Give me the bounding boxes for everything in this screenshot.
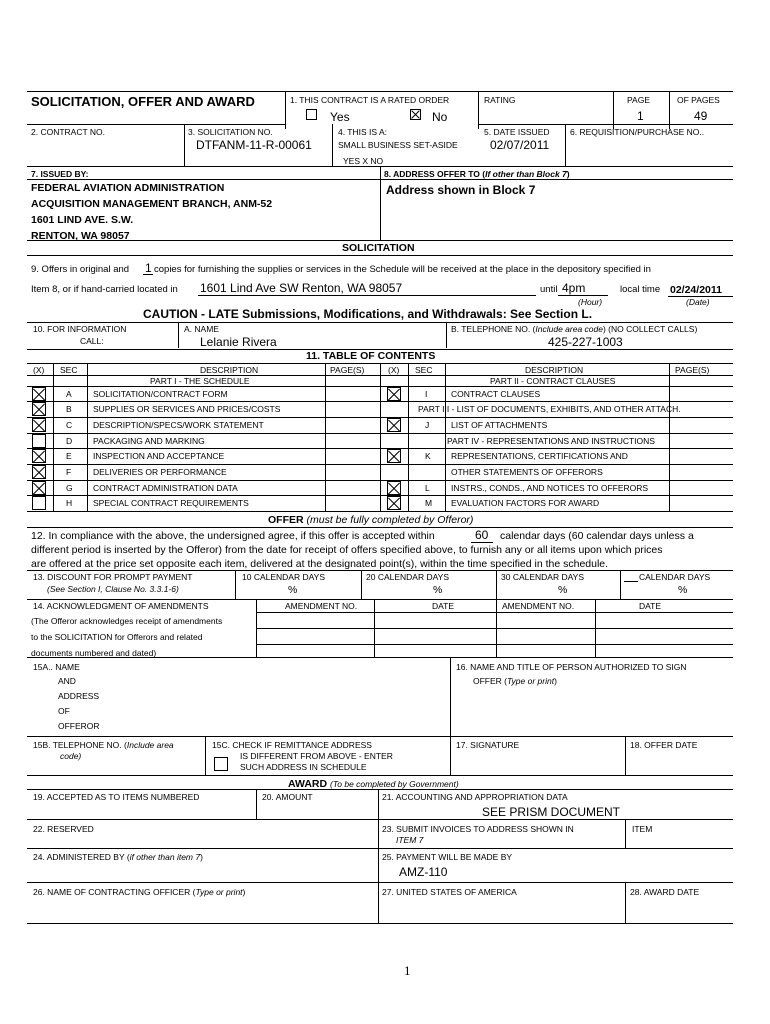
offers-text-a: 9. Offers in original and [31, 264, 130, 275]
united-states-label: 27. UNITED STATES OF AMERICA [382, 887, 517, 897]
telephone-label: B. TELEPHONE NO. (Include area code) (NO COLLECT CALLS) [451, 324, 698, 334]
discount-30-pct: % [558, 584, 568, 596]
toc-sec-m: M [425, 498, 433, 508]
date-caption: (Date) [686, 297, 710, 307]
toc-desc-header-right: DESCRIPTION [525, 365, 584, 375]
offer-text-line-2: different period is inserted by the Offeror) from the date for receipt of offers specified above, to furnish any or all items upon which prices [31, 544, 663, 556]
for-information-label: 10. FOR INFORMATION [33, 324, 127, 334]
issued-by-label: 7. ISSUED BY: [31, 169, 89, 179]
amount-label: 20. AMOUNT [262, 792, 313, 802]
toc-part-3: PART III - LIST OF DOCUMENTS, EXHIBITS, AND OTHER ATTACH. [418, 404, 681, 414]
remittance-checkbox[interactable] [214, 757, 228, 771]
ack-amendments-label: 14. ACKNOWLEDGMENT OF AMENDMENTS [33, 601, 209, 611]
toc-sec-b: B [66, 404, 72, 414]
toc-desc-d: PACKAGING AND MARKING [93, 436, 205, 446]
accounting-value: SEE PRISM DOCUMENT [482, 805, 621, 819]
discount-20-days: 20 CALENDAR DAYS [366, 572, 449, 582]
issuer-line-3: 1601 LIND AVE. S.W. [31, 214, 134, 226]
date-issued-label: 5. DATE ISSUED [484, 127, 550, 137]
offer-date-label: 18. OFFER DATE [630, 740, 698, 750]
solicitation-heading: SOLICITATION [342, 242, 415, 254]
toc-sec-l: L [425, 483, 430, 493]
toc-desc-k-2: OTHER STATEMENTS OF OFFERORS [451, 467, 603, 477]
rated-yes-label: Yes [330, 110, 350, 124]
toc-checkbox-m[interactable] [387, 496, 401, 510]
solicitation-no-label: 3. SOLICITATION NO. [188, 127, 273, 137]
offer-heading: OFFER (must be fully completed by Offeror) [268, 514, 474, 526]
toc-sec-j: J [425, 420, 430, 430]
payment-by-label: 25. PAYMENT WILL BE MADE BY [382, 852, 513, 862]
toc-desc-h: SPECIAL CONTRACT REQUIREMENTS [93, 498, 249, 508]
amendment-date-header-2: DATE [639, 601, 662, 611]
discount-30-days: 30 CALENDAR DAYS [501, 572, 584, 582]
address-offer-value: Address shown in Block 7 [386, 183, 536, 197]
toc-desc-c: DESCRIPTION/SPECS/WORK STATEMENT [93, 420, 264, 430]
toc-sec-c: C [66, 420, 73, 430]
toc-checkbox-l[interactable] [387, 481, 401, 495]
requisition-no-label: 6. REQUISITION/PURCHASE NO.. [570, 127, 705, 137]
amendment-date-header-1: DATE [432, 601, 455, 611]
contact-name-value: Lelanie Rivera [200, 335, 277, 349]
toc-sec-h: H [66, 498, 73, 508]
toc-sec-d: D [66, 436, 73, 446]
toc-checkbox-a[interactable] [32, 387, 46, 401]
toc-checkbox-c[interactable] [32, 418, 46, 432]
submit-invoices-label: 23. SUBMIT INVOICES TO ADDRESS SHOWN IN [382, 824, 574, 834]
rated-yes-checkbox[interactable] [306, 109, 317, 120]
copies-value: 1 [145, 261, 152, 275]
toc-checkbox-j[interactable] [387, 418, 401, 432]
offers-text-b: copies for furnishing the supplies or services in the Schedule will be received at the place in the depository specified in [154, 264, 651, 275]
local-time-label: local time [620, 284, 661, 295]
amendment-no-header-2: AMENDMENT NO. [502, 601, 575, 611]
toc-part-1: PART I - THE SCHEDULE [150, 376, 250, 386]
offer-text-b: calendar days (60 calendar days unless a [500, 530, 694, 542]
ack-amendments-line-4: documents numbered and dated) [31, 648, 157, 658]
discount-other-days: CALENDAR DAYS [639, 572, 711, 582]
form-title: SOLICITATION, OFFER AND AWARD [31, 94, 255, 109]
toc-part-2: PART II - CONTRACT CLAUSES [490, 376, 616, 386]
due-hour: 4pm [562, 281, 586, 295]
page-value: 1 [637, 109, 644, 123]
toc-desc-e: INSPECTION AND ACCEPTANCE [93, 451, 225, 461]
toc-checkbox-d[interactable] [32, 434, 46, 448]
toc-heading: 11. TABLE OF CONTENTS [306, 350, 436, 362]
offeror-phone-label-2: code) [60, 751, 82, 761]
rated-order-label: 1. THIS CONTRACT IS A RATED ORDER [290, 95, 450, 105]
offeror-label-address: ADDRESS [58, 691, 100, 701]
hand-carry-location: 1601 Lind Ave SW Renton, WA 98057 [200, 281, 403, 295]
accepted-items-label: 19. ACCEPTED AS TO ITEMS NUMBERED [33, 792, 200, 802]
submit-invoices-label-2: ITEM 7 [396, 835, 424, 845]
toc-desc-b: SUPPLIES OR SERVICES AND PRICES/COSTS [93, 404, 281, 414]
until-label: until [540, 284, 558, 295]
item-label: ITEM [632, 824, 653, 834]
remittance-label-3: SUCH ADDRESS IN SCHEDULE [240, 762, 367, 772]
ack-amendments-line-3: to the SOLICITATION for Offerors and related [31, 632, 203, 642]
toc-checkbox-k[interactable] [387, 449, 401, 463]
payment-by-value: AMZ-110 [399, 865, 448, 879]
toc-sec-e: E [66, 451, 72, 461]
offeror-label-of: OF [58, 706, 70, 716]
solicitation-no-value: DTFANM-11-R-00061 [196, 138, 312, 152]
toc-desc-header-left: DESCRIPTION [200, 365, 259, 375]
reserved-label: 22. RESERVED [33, 824, 94, 834]
toc-checkbox-h[interactable] [32, 496, 46, 510]
toc-part-4: PART IV - REPRESENTATIONS AND INSTRUCTIONS [447, 436, 655, 446]
discount-label: 13. DISCOUNT FOR PROMPT PAYMENT [33, 572, 193, 582]
issuer-line-1: FEDERAL AVIATION ADMINISTRATION [31, 182, 225, 194]
offeror-name-label: 15A.. NAME [33, 662, 80, 672]
acceptance-days: 60 [475, 528, 489, 542]
offers-text-c: Item 8, or if hand-carried located in [31, 284, 178, 295]
toc-checkbox-g[interactable] [32, 481, 46, 495]
this-is-a-label: 4. THIS IS A: [338, 127, 387, 137]
award-heading: AWARD (To be completed by Government) [288, 778, 459, 790]
authorized-signer-label: 16. NAME AND TITLE OF PERSON AUTHORIZED TO SIGN [456, 662, 687, 672]
toc-sec-g: G [66, 483, 73, 493]
toc-pages-header-right: PAGE(S) [675, 365, 710, 375]
offer-text-line-3: are offered at the price set opposite each item, delivered at the designated point(s), within the time specified in the schedule. [31, 558, 609, 570]
award-date-label: 28. AWARD DATE [630, 887, 700, 897]
amendment-no-header-1: AMENDMENT NO. [285, 601, 358, 611]
ack-amendments-line-2: (The Offeror acknowledges receipt of amendments [31, 616, 223, 626]
discount-20-pct: % [433, 584, 443, 596]
offeror-label-and: AND [58, 676, 76, 686]
discount-other-pct: % [678, 584, 688, 596]
caution-notice: CAUTION - LATE Submissions, Modifications, and Withdrawals: See Section L. [143, 307, 593, 321]
discount-10-pct: % [288, 584, 298, 596]
address-offer-label: 8. ADDRESS OFFER TO (If other than Block 7) [384, 169, 570, 179]
due-date: 02/24/2011 [670, 284, 722, 296]
telephone-value: 425-227-1003 [548, 335, 623, 349]
issuer-line-2: ACQUISITION MANAGEMENT BRANCH, ANM-52 [31, 198, 273, 210]
contracting-officer-label: 26. NAME OF CONTRACTING OFFICER (Type or print) [33, 887, 246, 897]
discount-10-days: 10 CALENDAR DAYS [242, 572, 325, 582]
offeror-phone-label: 15B. TELEPHONE NO. (Include area [33, 740, 174, 750]
rated-no-label: No [432, 110, 448, 124]
accounting-label: 21. ACCOUNTING AND APPROPRIATION DATA [382, 792, 568, 802]
toc-desc-g: CONTRACT ADMINISTRATION DATA [93, 483, 238, 493]
toc-checkbox-i[interactable] [387, 387, 401, 401]
toc-checkbox-f[interactable] [32, 465, 46, 479]
toc-sec-header-left: SEC [60, 365, 78, 375]
toc-x-header-right: (X) [388, 365, 400, 375]
page-number: 1 [404, 963, 411, 978]
page-label: PAGE [627, 95, 650, 105]
issuer-line-4: RENTON, WA 98057 [31, 230, 130, 242]
toc-checkbox-e[interactable] [32, 449, 46, 463]
rating-label: RATING [484, 95, 516, 105]
toc-sec-i: I [425, 389, 428, 399]
toc-x-header-left: (X) [33, 365, 45, 375]
of-pages-value: 49 [694, 109, 708, 123]
toc-desc-f: DELIVERIES OR PERFORMANCE [93, 467, 227, 477]
toc-sec-k: K [425, 451, 431, 461]
of-pages-label: OF PAGES [677, 95, 720, 105]
rated-no-checkbox[interactable] [410, 109, 421, 120]
contact-name-label: A. NAME [184, 324, 219, 334]
small-business-yes-no: YES X NO [343, 156, 384, 166]
toc-desc-m: EVALUATION FACTORS FOR AWARD [451, 498, 600, 508]
toc-checkbox-b[interactable] [32, 402, 46, 416]
small-business-label: SMALL BUSINESS SET-ASIDE [338, 140, 458, 150]
toc-pages-header-left: PAGE(S) [330, 365, 365, 375]
toc-desc-i: CONTRACT CLAUSES [451, 389, 541, 399]
remittance-label: 15C. CHECK IF REMITTANCE ADDRESS [212, 740, 372, 750]
signature-label: 17. SIGNATURE [456, 740, 520, 750]
toc-desc-j: LIST OF ATTACHMENTS [451, 420, 548, 430]
call-label: CALL: [80, 336, 104, 346]
toc-sec-header-right: SEC [415, 365, 433, 375]
hour-caption: (Hour) [578, 297, 603, 307]
toc-sec-f: F [66, 467, 72, 477]
offeror-label-offeror: OFFEROR [58, 721, 100, 731]
toc-sec-a: A [66, 389, 72, 399]
date-issued-value: 02/07/2011 [490, 138, 550, 152]
administered-by-label: 24. ADMINISTERED BY (if other than item 7) [33, 852, 203, 862]
toc-desc-a: SOLICITATION/CONTRACT FORM [93, 389, 228, 399]
discount-sub: (See Section I, Clause No. 3.3.1-6) [47, 584, 179, 594]
remittance-label-2: IS DIFFERENT FROM ABOVE - ENTER [240, 751, 393, 761]
toc-desc-k-1: REPRESENTATIONS, CERTIFICATIONS AND [451, 451, 628, 461]
contract-no-label: 2. CONTRACT NO. [31, 127, 105, 137]
offer-text-a: 12. In compliance with the above, the undersigned agree, if this offer is accepted within [31, 530, 435, 542]
authorized-signer-sub: OFFER (Type or print) [473, 676, 557, 686]
toc-desc-l: INSTRS., CONDS., AND NOTICES TO OFFERORS [451, 483, 649, 493]
